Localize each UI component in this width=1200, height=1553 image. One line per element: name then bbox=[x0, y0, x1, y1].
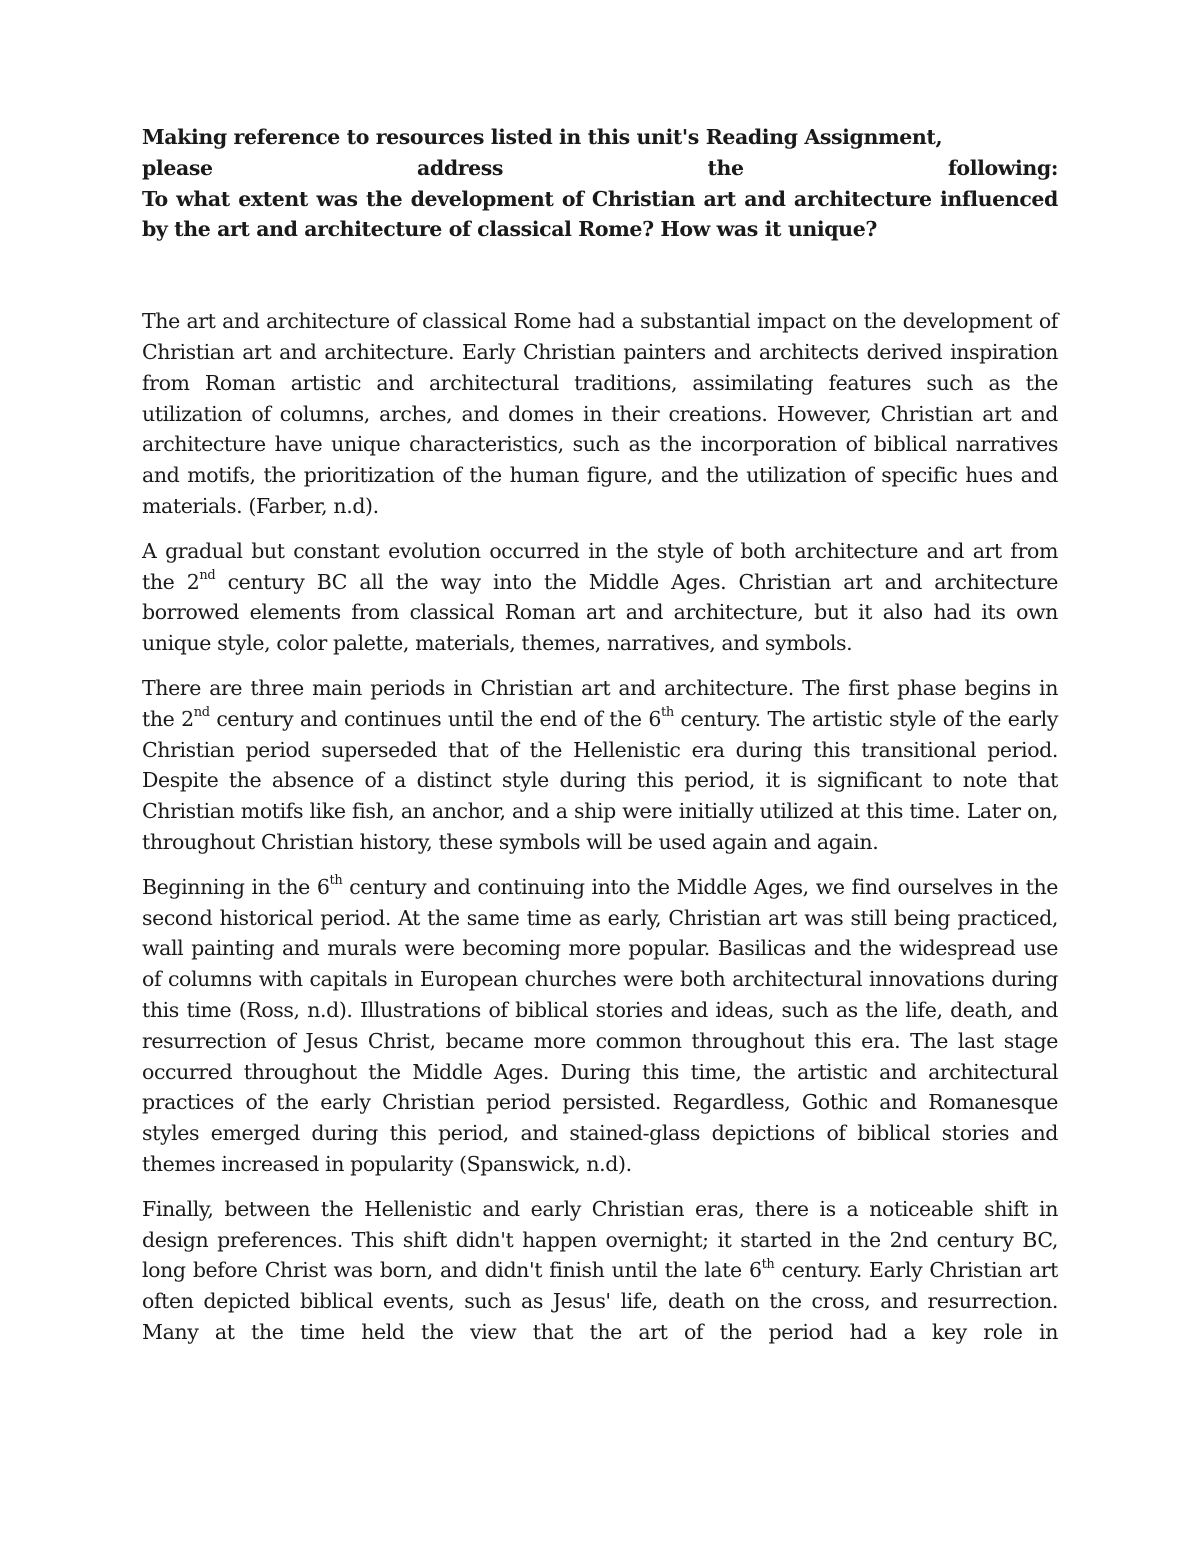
paragraph-text: century. Early Christian art often depicted biblical events, such as Jesus' life, death on the cross, and resurrection. Many at the time held the view that the art of the period had a key role in bbox=[142, 1258, 1059, 1344]
prompt-line-2 bbox=[142, 153, 1058, 184]
body-paragraph-3 bbox=[142, 673, 1058, 858]
body-paragraph-4 bbox=[142, 872, 1058, 1180]
prompt-question: To what extent was the development of Christian art and architecture influenced by the art and architecture of classical Rome? How was it unique? bbox=[142, 186, 1058, 242]
assignment-prompt bbox=[142, 122, 1058, 245]
paragraph-text: century and continues until the end of the 6 bbox=[209, 706, 661, 731]
section-spacer bbox=[142, 245, 1058, 306]
ordinal-suffix: th bbox=[329, 872, 343, 888]
prompt-line-1: Making reference to resources listed in this unit's Reading Assignment, bbox=[142, 125, 943, 149]
paragraph-text: The art and architecture of classical Rome had a substantial impact on the development of Christian art and architecture. Early Christian painters and architects derived inspiration from Roman artistic and architectural traditions, assimilating features such as the utilization of columns, arches, and domes in their creations. However, Christian art and architecture have unique characteristics, such as the incorporation of biblical narratives and motifs, the prioritization of the human figure, and the utilization of specific hues and materials. (Farber, n.d). bbox=[142, 309, 1058, 518]
paragraph-text: Beginning in the 6 bbox=[142, 874, 330, 899]
prompt-word: the bbox=[707, 155, 744, 180]
paragraph-text: Finally, between the Hellenistic and early Christian eras, there is a noticeable shift in design preferences. This shift didn't happen overnight; it started in the 2nd century BC, long before Christ was born, and didn't finish until the late 6 bbox=[142, 1196, 1058, 1283]
paragraph-text: century and continuing into the Middle Ages, we find ourselves in the second historical period. At the same time as early, Christian art was still being practiced, wall painting and murals were becoming more popular. Basilicas and the widespread use of columns with capitals in European churches were both architectural innovations during this time (Ross, n.d). Illustrations of biblical stories and ideas, such as the life, death, and resurrection of Jesus Christ, became more common throughout this era. The last stage occurred throughout the Middle Ages. During this time, the artistic and architectural practices of the early Christian period persisted. Regardless, Gothic and Romanesque styles emerged during this period, and stained-glass depictions of biblical stories and themes increased in popularity (Spanswick, n.d). bbox=[142, 874, 1058, 1176]
ordinal-suffix: th bbox=[761, 1256, 775, 1272]
prompt-word: address bbox=[417, 155, 504, 180]
paragraph-text: A gradual but constant evolution occurred in the style of both architecture and art from the 2 bbox=[142, 538, 1058, 594]
body-paragraph-5 bbox=[142, 1194, 1058, 1348]
body-paragraph-2 bbox=[142, 536, 1058, 659]
ordinal-suffix: th bbox=[661, 704, 674, 720]
prompt-word: following: bbox=[948, 155, 1058, 180]
ordinal-suffix: nd bbox=[199, 567, 216, 583]
paragraph-text: There are three main periods in Christian art and architecture. The first phase begins in the 2 bbox=[142, 675, 1058, 731]
paragraph-text: century BC all the way into the Middle Ages. Christian art and architecture borrowed elements from classical Roman art and architecture, but it also had its own unique style, color palette, materials, themes, narratives, and symbols. bbox=[142, 569, 1058, 656]
paragraph-text: century. The artistic style of the early Christian period superseded that of the Hellenistic era during this transitional period. Despite the absence of a distinct style during this period, it is significant to note that Christian motifs like fish, an anchor, and a ship were initially utilized at this time. Later on, throughout Christian history, these symbols will be used again and again. bbox=[142, 706, 1059, 854]
body-paragraph-1 bbox=[142, 306, 1058, 522]
ordinal-suffix: nd bbox=[193, 704, 210, 720]
document-page bbox=[142, 122, 1058, 1362]
prompt-word: please bbox=[142, 155, 213, 180]
